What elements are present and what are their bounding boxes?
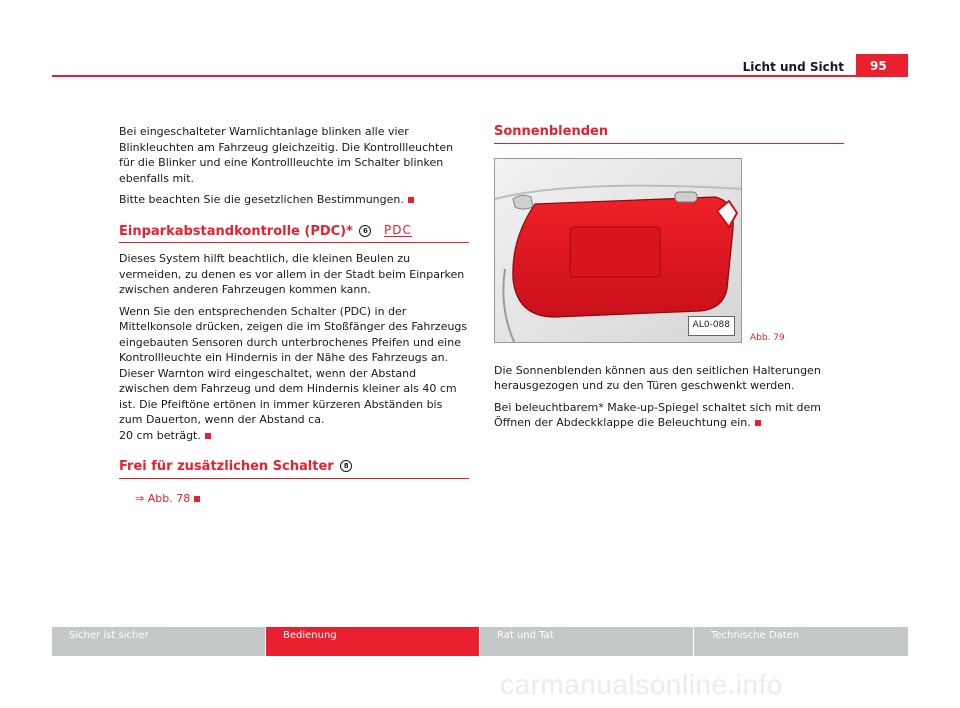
warn-text: Bitte beachten Sie die gesetzlichen Bestimmungen.	[119, 193, 404, 206]
sonnen-heading: Sonnenblenden	[494, 124, 844, 144]
sun-visor-illustration	[495, 159, 742, 343]
circled-number-icon: 8	[340, 460, 352, 472]
figure-reference-link[interactable]: Abb. 78	[147, 491, 191, 505]
end-mark-icon	[205, 433, 211, 439]
sonnen-text: Bei beleuchtbarem* Make-up-Spiegel schaltet sich mit dem Öffnen der Abdeckklappe die Beleuchtung ein.	[494, 400, 821, 429]
sonnen-paragraph-2	[494, 400, 844, 431]
park-text: Wenn Sie den entsprechenden Schalter (PDC) in der Mittelkonsole drücken, zeigen die im Stoßfänger des Fahrzeugs eingebauten Sensoren durch unterbrochenes Pfeifen und eine Kontrollleuchte ein Hindernis in der Nähe des Fahrzeugs an. Dieser Warnton wird eingeschaltet, wenn der Abstand zwischen dem Fahrzeug und dem Hindernis kleiner als 40 cm ist. Die Pfeiftöne ertönen in immer kürzeren Abständen bis zum Dauerton, wenn der Abstand ca.	[119, 304, 468, 426]
chapter-tabs	[52, 627, 908, 656]
warn-paragraph-2	[119, 192, 469, 208]
end-mark-icon	[408, 197, 414, 203]
tab-technische-daten[interactable]: Technische Daten	[694, 627, 908, 656]
figure-code: AL0-088	[688, 316, 735, 336]
tab-bedienung[interactable]: Bedienung	[266, 627, 479, 656]
watermark: carmanualsonline.info	[500, 669, 783, 700]
page-number: 95	[856, 54, 908, 77]
free-heading-text: Frei für zusätzlichen Schalter	[119, 459, 334, 474]
sun-visor-figure	[494, 158, 742, 343]
tab-sicher-ist-sicher[interactable]: Sicher ist sicher	[52, 627, 265, 656]
warn-paragraph-1: Bei eingeschalteter Warnlichtanlage blinken alle vier Blinkleuchten am Fahrzeug gleichzeitig. Die Kontrollleuchten für die Blinker und eine Kontrollleuchte im Schalter blinken ebenfalls mit.	[119, 125, 454, 185]
park-heading	[119, 224, 469, 244]
tab-rat-und-tat[interactable]: Rat und Tat	[480, 627, 693, 656]
pdc-icon: PDC	[384, 222, 412, 237]
park-text-end: 20 cm beträgt.	[119, 428, 201, 442]
sonnen-paragraph-1: Die Sonnenblenden können aus den seitlichen Halterungen herausgezogen und zu den Türen geschwenkt werden.	[494, 363, 821, 392]
chapter-title: Licht und Sicht	[742, 60, 844, 74]
free-heading	[119, 459, 469, 479]
end-mark-icon	[755, 420, 761, 426]
right-column	[494, 124, 844, 437]
circled-number-icon: 6	[359, 225, 371, 237]
figure-label: Abb. 79	[750, 332, 785, 343]
header-rule	[52, 75, 908, 77]
figure-container	[494, 158, 844, 363]
end-mark-icon	[194, 496, 200, 502]
park-heading-text: Einparkabstandkontrolle (PDC)*	[119, 223, 353, 239]
park-paragraph-2	[119, 304, 469, 444]
arrow-right-icon: ⇒	[135, 491, 145, 505]
park-paragraph-1: Dieses System hilft beachtlich, die kleinen Beulen zu vermeiden, zu denen es vor allem in der Stadt beim Einparken zwischen anderen Fahrzeugen kommen kann.	[119, 252, 465, 296]
left-column	[119, 124, 469, 512]
free-reference	[119, 491, 469, 507]
